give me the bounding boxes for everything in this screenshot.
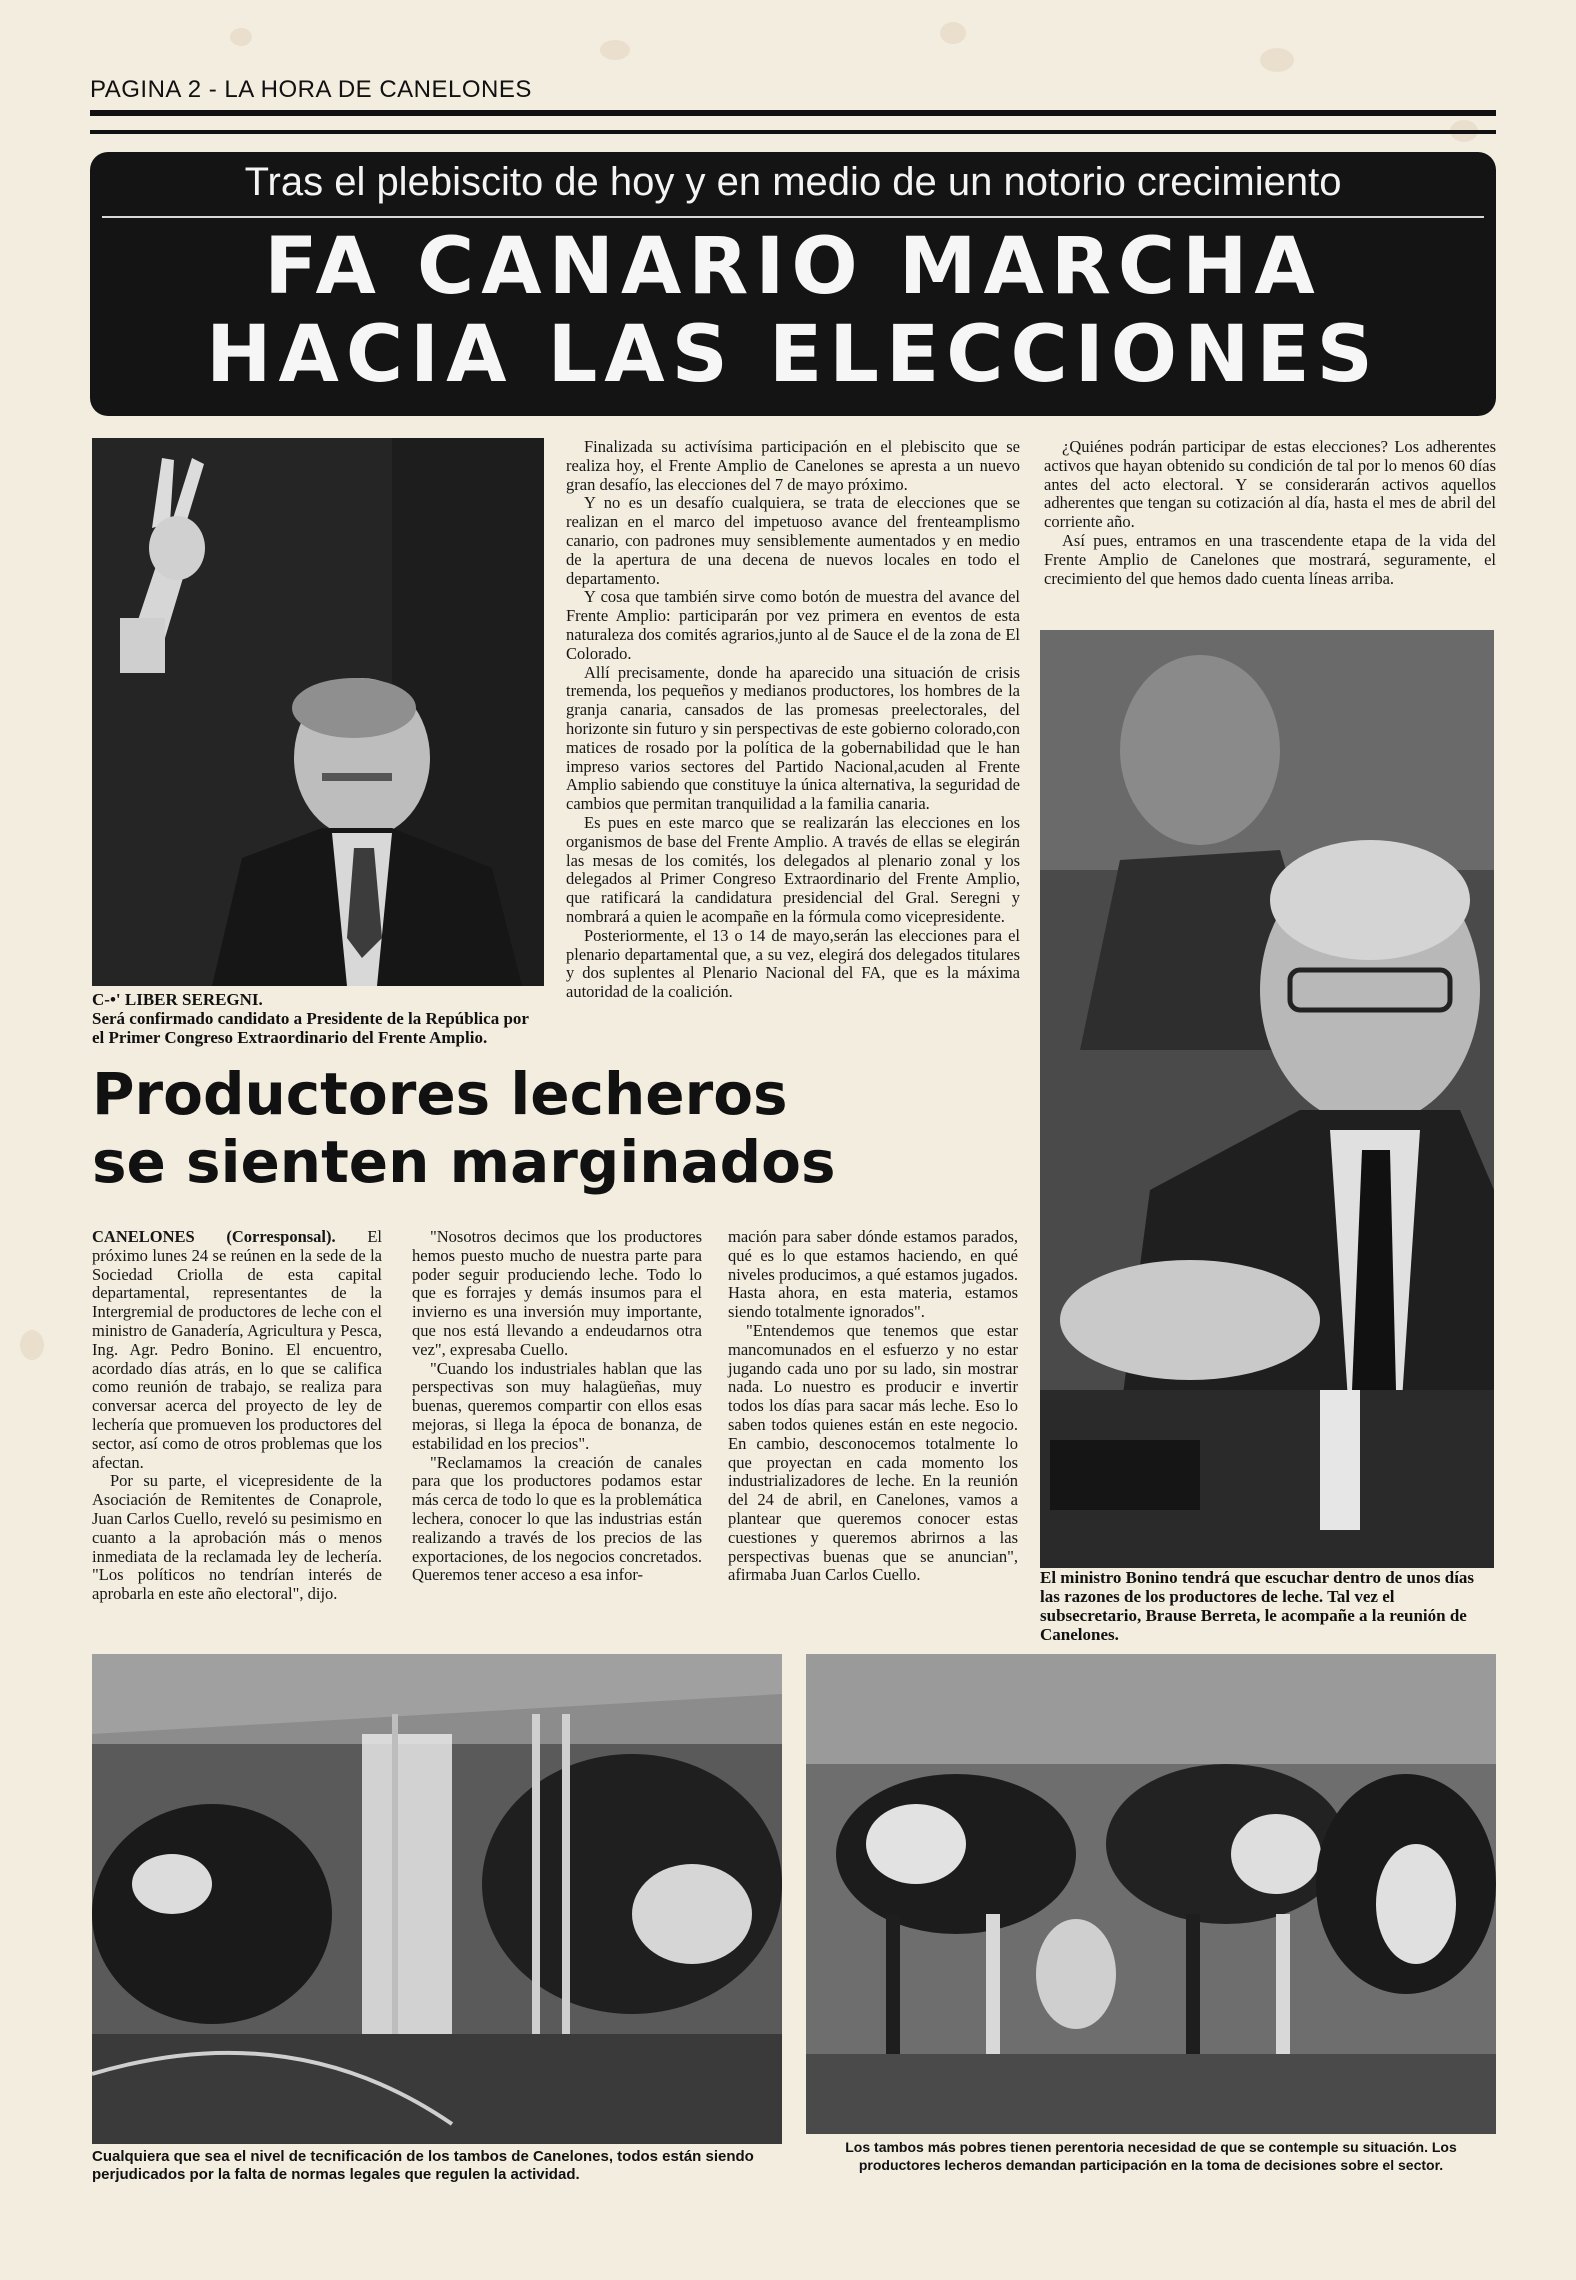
seregni-caption-text: Será confirmado candidato a Presidente de la República por el Primer Congreso Extraordinario del Frente Amplio. <box>92 1009 529 1047</box>
dairy-paragraph: "Reclamamos la creación de canales para que los productores podamos estar más cerca de todo lo que es la problemática lechera, conocer lo que las industrias están realizando a través de los precios de las exportaciones, de los negocios concretados. Queremos tener acceso a esa infor- <box>412 1452 702 1585</box>
paper-stain <box>230 28 252 46</box>
second-headline <box>92 1060 1052 1196</box>
lead-paragraph: Finalizada su activísima participación en el plebiscito que se realiza hoy, el Frente Amplio de Canelones se apresta a un nuevo gran desafío, las elecciones del 7 de mayo próximo. <box>566 437 1020 494</box>
kicker: Tras el plebiscito de hoy y en medio de un notorio crecimiento <box>244 160 1342 204</box>
dairy-paragraph: El próximo lunes 24 se reúnen en la sede de la Sociedad Criolla de esta capital departamental, representantes de la Intergremial de productores de leche con el ministro de Ganadería, Agricultura y Pesca, Ing. Agr. Pedro Bonino. El encuentro, acordado días atrás, en lo que se califica como reunión de trabajo, se realiza para conversar acerca del proyecto de ley de lechería que promueven los productores del sector, así como de otros problemas que los afectan. <box>92 1227 382 1472</box>
dairy-column-1 <box>92 1228 382 1604</box>
hand-milking-photo <box>806 1654 1496 2134</box>
lead-paragraph: Así pues, entramos en una trascendente etapa de la vida del Frente Amplio de Canelones que mostrará, seguramente, el crecimiento del que hemos dado cuenta líneas arriba. <box>1044 530 1496 588</box>
paper-stain <box>940 22 966 44</box>
kicker-rule <box>102 216 1484 218</box>
milking-parlor-photo <box>92 1654 782 2144</box>
seregni-photo <box>92 438 544 986</box>
bottom-left-caption: Cualquiera que sea el nivel de tecnificación de los tambos de Canelones, todos están siendo perjudicados por la falta de normas legales que regulen la actividad. <box>92 2148 754 2183</box>
minister-photo <box>1040 630 1494 1568</box>
running-head: PAGINA 2 - LA HORA DE CANELONES <box>90 76 532 103</box>
second-headline-line-2: se sienten marginados <box>92 1128 836 1196</box>
dairy-column-3 <box>728 1228 1018 1585</box>
lead-paragraph: Posteriormente, el 13 o 14 de mayo,serán las elecciones para el plenario departamental que, a su vez, elegirá dos delegados titulares y dos suplentes al Plenario Nacional del FA, que es la máxima autoridad de la coalición. <box>566 925 1020 1002</box>
dairy-paragraph: "Cuando los industriales hablan que las perspectivas son muy halagüeñas, muy buenas, queremos compartir con ellos esas mejoras, si llega la época de bonanza, de estabilidad en los precios". <box>412 1358 702 1453</box>
lead-paragraph: ¿Quiénes podrán participar de estas elecciones? Los adherentes activos que hayan obtenido su condición de tal por lo menos 60 días antes del acto electoral. Y se considerarán activos aquellos adherentes que tengan su cotización al día, hasta el mes de abril del corriente año. <box>1044 437 1496 532</box>
lead-paragraph: Allí precisamente, donde ha aparecido una situación de crisis tremenda, los pequeños y medianos productores, los hombres de la granja canaria, cansados de las promesas preelectorales, del horizonte sin futuro y sin perspectivas de este gobierno colorado,con matices de rosado por la política de la gobernabilidad que le han impreso varios sectores del Partido Nacional,acuden al Frente Amplio sabiendo que constituye la única alternativa, la seguridad de cambios que permitan tranquilidad a la familia canaria. <box>566 662 1020 814</box>
dairy-column-2 <box>412 1228 702 1585</box>
paper-stain <box>600 40 630 60</box>
dairy-paragraph: "Entendemos que tenemos que estar mancomunados en el esfuerzo y no estar jugando cada uno por su lado, sin mostrar nada. Lo nuestro es producir e invertir todos los días para sacar más leche. Eso lo saben todos quienes están en este negocio. En cambio, desconocemos totalmente lo que proyectan en cada momento los industrializadores de leche. En la reunión del 24 de abril, en Canelones, vamos a plantear que queremos conocer estas cuestiones y queremos abrirnos a las perspectivas buenas que se anuncian", afirmaba Juan Carlos Cuello. <box>728 1320 1018 1585</box>
headline-box <box>90 152 1496 416</box>
seregni-caption <box>92 990 544 1047</box>
minister-caption: El ministro Bonino tendrá que escuchar dentro de unos días las razones de los productores de leche. Tal vez el subsecretario, Brause Berreta, le acompañe a la reunión de Canelones. <box>1040 1568 1475 1644</box>
seregni-caption-name: C-•' LIBER SEREGNI. <box>92 990 263 1009</box>
lead-paragraph: Y cosa que también sirve como botón de muestra del avance del Frente Amplio: participarán por vez primera en eventos de esta naturaleza dos comités agrarios,junto al de Sauce el de la zona de El Colorado. <box>566 587 1020 663</box>
header-rule-2 <box>90 130 1496 134</box>
headline-line-2: HACIA LAS ELECCIONES <box>206 310 1380 400</box>
headline-line-1: FA CANARIO MARCHA <box>264 222 1322 312</box>
lead-column-2 <box>1044 438 1496 588</box>
lead-column-1 <box>566 438 1020 1002</box>
dairy-paragraph: Por su parte, el vicepresidente de la Asociación de Remitentes de Conaprole, Juan Carlos Cuello, reveló su pesimismo en cuanto a la aprobación más o menos inmediata de la reclamada ley de lechería. "Los políticos no tendrían interés de aprobarla en este año electoral", dijo. <box>92 1471 382 1604</box>
paper-stain <box>1260 48 1294 72</box>
lead-paragraph: Es pues en este marco que se realizarán las elecciones en los organismos de base del Frente Amplio. A través de ellas se elegirán las mesas de los comités, los delegados al plenario zonal y los delegados al Primer Congreso Extraordinario del Frente Amplio, que ratificará la candidatura presidencial del Gral. Seregni y nombrará a quien le acompañe en la fórmula como vicepresidente. <box>566 812 1020 926</box>
paper-stain <box>20 1330 44 1360</box>
dateline: CANELONES (Corresponsal). <box>92 1227 336 1246</box>
header-rule <box>90 110 1496 116</box>
lead-paragraph: Y no es un desafío cualquiera, se trata de elecciones que se realizan en el marco del impetuoso avance del frenteamplismo canario, con padrones muy sensiblemente aumentados y en medio de la apertura de una decena de nuevos locales en todo el departamento. <box>566 493 1020 588</box>
bottom-right-caption: Los tambos más pobres tienen perentoria necesidad de que se contemple su situación. Los productores lecheros demandan participación en la toma de decisiones sobre el sector. <box>845 2139 1457 2173</box>
dairy-paragraph: "Nosotros decimos que los productores hemos puesto mucho de nuestra parte para poder seguir produciendo leche. Todo lo que es forrajes y demás insumos para el invierno es una inversión muy importante, que nos está llevando a endeudarnos otra vez", expresaba Cuello. <box>412 1227 702 1359</box>
second-headline-line-1: Productores lecheros <box>92 1060 788 1128</box>
dairy-paragraph: mación para saber dónde estamos parados, qué es lo que estamos haciendo, en qué niveles producimos, a qué estamos jugados. Hasta ahora, en esta materia, estamos siendo totalmente ignorados". <box>728 1227 1018 1322</box>
